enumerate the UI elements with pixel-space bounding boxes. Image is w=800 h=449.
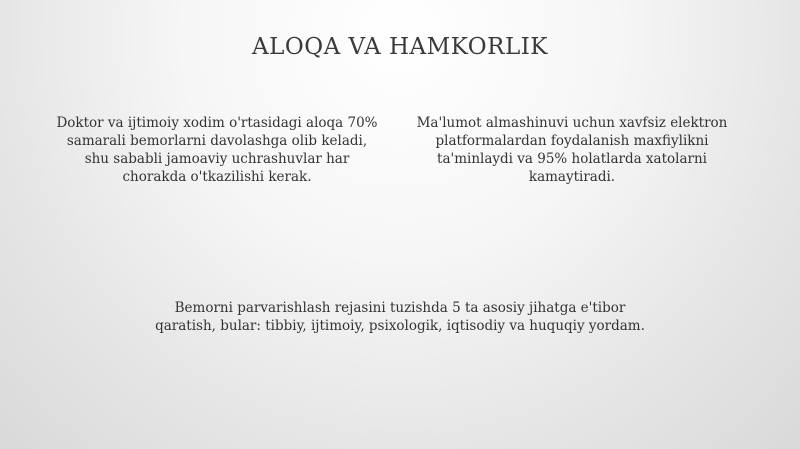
slide-title: ALOQA VA HAMKORLIK — [252, 34, 548, 60]
text-block-care-plan: Bemorni parvarishlash rejasini tuzishda 5 ta asosiy jihatga e'tibor qaratish, bular: tibbiy, ijtimoiy, psixologik, iqtisodiy va huquqiy yordam. — [155, 300, 645, 334]
text-block-doctor-social-worker: Doktor va ijtimoiy xodim o'rtasidagi aloqa 70% samarali bemorlarni davolashga olib keladi, shu sababli jamoaviy uchrashuvlar har chorakda o'tkazilishi kerak. — [56, 115, 378, 185]
text-block-secure-platforms: Ma'lumot almashinuvi uchun xavfsiz elektron platformalardan foydalanish maxfiylikni ta'minlaydi va 95% holatlarda xatolarni kamaytiradi. — [416, 115, 728, 185]
